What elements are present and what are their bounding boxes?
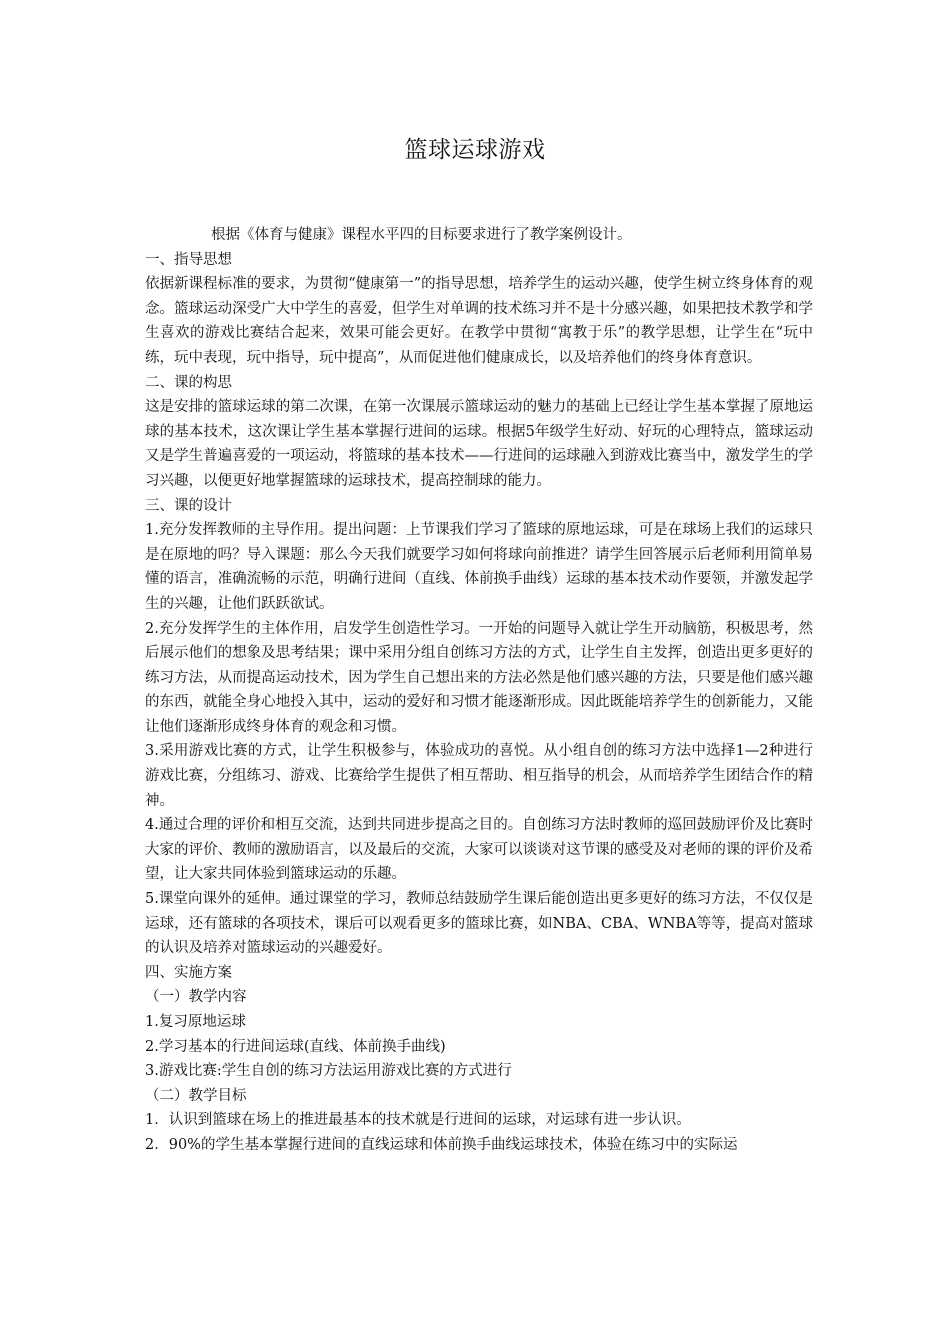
design-item-3: 3.采用游戏比赛的方式，让学生积极参与，体验成功的喜悦。从小组自创的练习方法中选择1—2种进行游戏比赛，分组练习、游戏、比赛给学生提供了相互帮助、相互指导的机会，从而培养学生团结合作的精神。 — [145, 743, 813, 809]
paragraph-lesson-concept: 这是安排的篮球运球的第二次课，在第一次课展示篮球运动的魅力的基础上已经让学生基本掌握了原地运球的基本技术，这次课让学生基本掌握行进间的运球。根据5年级学生好动、好玩的心理特点，篮球运动又是学生普遍喜爱的一项运动，将篮球的基本技术——行进间的运球融入到游戏比赛当中，激发学生的学习兴趣，以便更好地掌握篮球的运球技术，提高控制球的能力。 — [145, 399, 813, 489]
design-item-5: 5.课堂向课外的延伸。通过课堂的学习，教师总结鼓励学生课后能创造出更多更好的练习方法，不仅仅是运球，还有篮球的各项技术，课后可以观看更多的篮球比赛，如NBA、CBA、WNBA等等，提高对篮球的认识及培养对篮球运动的兴趣爱好。 — [145, 891, 813, 957]
design-item-2: 2.充分发挥学生的主体作用，启发学生创造性学习。一开始的问题导入就让学生开动脑筋，积极思考，然后展示他们的想象及思考结果；课中采用分组自创练习方法的方式，让学生自主发挥，创造出更多更好的练习方法，从而提高运动技术，因为学生自己想出来的方法必然是他们感兴趣的方法，只要是他们感兴趣的东西，就能全身心地投入其中，运动的爱好和习惯才能逐渐形成。因此既能培养学生的创新能力，又能让他们逐渐形成终身体育的观念和习惯。 — [145, 620, 813, 735]
subsection-heading-teaching-content: （一）教学内容 — [145, 989, 247, 1006]
section-heading-lesson-design: 三、课的设计 — [145, 497, 232, 514]
content-item-3: 3.游戏比赛:学生自创的练习方法运用游戏比赛的方式进行 — [145, 1063, 512, 1080]
paragraph-guiding-idea: 依据新课程标准的要求，为贯彻“健康第一”的指导思想，培养学生的运动兴趣，使学生树立终身体育的观念。篮球运动深受广大中学生的喜爱，但学生对单调的技术练习并不是十分感兴趣，如果把技术教学和学生喜欢的游戏比赛结合起来，效果可能会更好。在教学中贯彻“寓教于乐”的教学思想，让学生在“玩中练，玩中表现，玩中指导，玩中提高”，从而促进他们健康成长，以及培养他们的终身体育意识。 — [145, 276, 813, 366]
section-heading-lesson-concept: 二、课的构思 — [145, 374, 232, 391]
design-item-1: 1.充分发挥教师的主导作用。提出问题：上节课我们学习了篮球的原地运球，可是在球场上我们的运球只是在原地的吗？导入课题：那么今天我们就要学习如何将球向前推进？请学生回答展示后老师利用简单易懂的语言，准确流畅的示范，明确行进间（直线、体前换手曲线）运球的基本技术动作要领，并激发起学生的兴趣，让他们跃跃欲试。 — [145, 522, 813, 612]
goal-item-2: 2．90%的学生基本掌握行进间的直线运球和体前换手曲线运球技术，体验在练习中的实际运 — [145, 1136, 738, 1153]
intro-paragraph: 根据《体育与健康》课程水平四的目标要求进行了教学案例设计。 — [211, 227, 632, 243]
content-item-2: 2.学习基本的行进间运球(直线、体前换手曲线) — [145, 1038, 446, 1055]
section-heading-implementation: 四、实施方案 — [145, 964, 232, 981]
design-item-4: 4.通过合理的评价和相互交流，达到共同进步提高之目的。自创练习方法时教师的巡回鼓励评价及比赛时大家的评价、教师的激励语言，以及最后的交流，大家可以谈谈对这节课的感受及对老师的课的评价及希望，让大家共同体验到篮球运动的乐趣。 — [145, 817, 813, 883]
goal-item-1: 1．认识到篮球在场上的推进最基本的技术就是行进间的运球，对运球有进一步认识。 — [145, 1112, 691, 1129]
content-item-1: 1.复习原地运球 — [145, 1014, 246, 1030]
document-title: 篮球运球游戏 — [404, 137, 546, 163]
document-body — [145, 223, 813, 1158]
subsection-heading-teaching-goals: （二）教学目标 — [145, 1087, 247, 1104]
section-heading-guiding-idea: 一、指导思想 — [145, 251, 232, 268]
